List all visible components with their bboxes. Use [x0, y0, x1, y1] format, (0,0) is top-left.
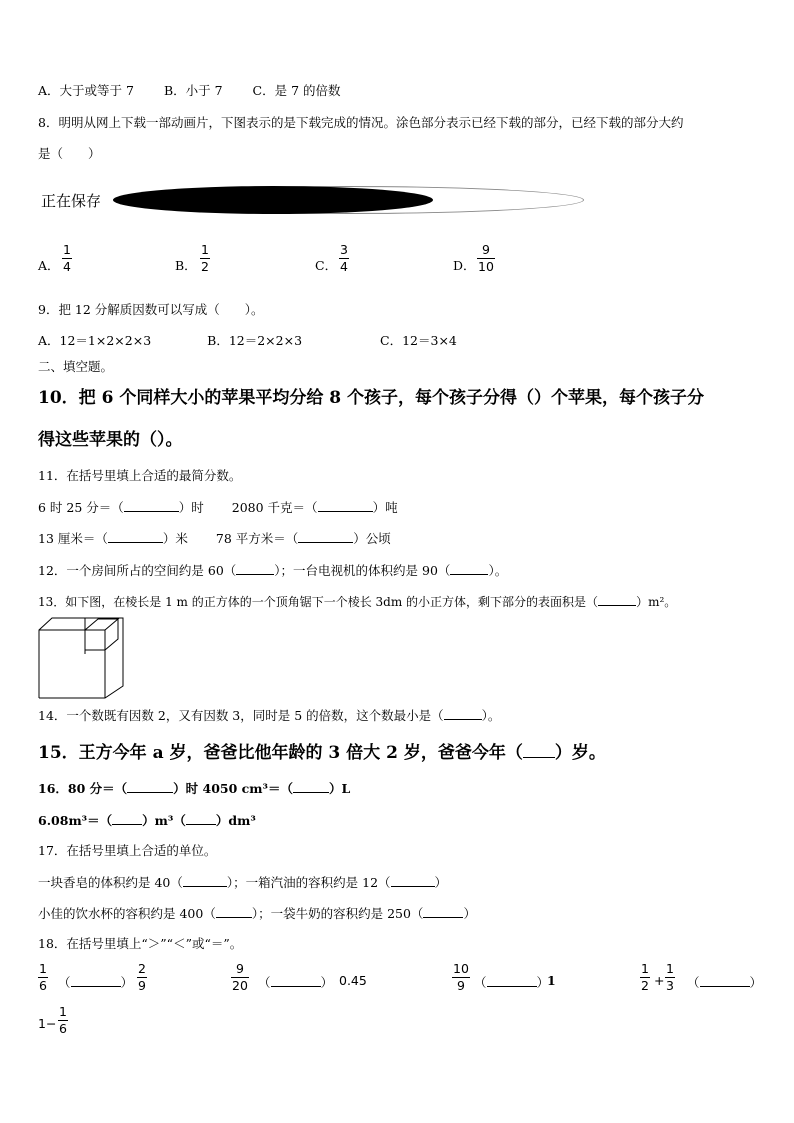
q8-option-a-fraction[interactable]: 1 4 — [63, 242, 71, 274]
q18-e4-blank[interactable]: （ ） — [687, 975, 763, 990]
q18-e5-frac: 1 6 — [59, 1004, 67, 1036]
q11-blank-1[interactable] — [124, 499, 179, 512]
q9-option-a[interactable]: A．12＝1×2×2×3 — [38, 333, 152, 348]
q15-line: 15．王方今年 a 岁，爸爸比他年龄的 3 倍大 2 岁，爸爸今年（ ）岁。 — [38, 743, 606, 763]
progress-fill — [113, 186, 433, 214]
q8-option-c-fraction[interactable]: 3 4 — [340, 242, 348, 274]
q13-line: 13．如下图，在棱长是 1 m 的正方体的一个顶角锯下一个棱长 3dm 的小正方体，剩下部分的表面积是（ ）m²。 — [38, 595, 677, 609]
q9-stem: 9．把 12 分解质因数可以写成（ ）。 — [38, 302, 264, 317]
q16-blank-4[interactable] — [186, 812, 216, 825]
q17-row2: 小佳的饮水杯的容积约是 400（ ）；一袋牛奶的容积约是 250（ ） — [38, 906, 476, 921]
q18-e3-blank[interactable]: （ ） — [474, 975, 550, 990]
q8-option-b-fraction[interactable]: 1 2 — [201, 242, 209, 274]
q18-stem: 18．在括号里填上“＞”“＜”或“＝”。 — [38, 936, 243, 951]
q11-blank-2[interactable] — [318, 499, 373, 512]
q18-e1-rhs: 2 9 — [138, 961, 146, 993]
q17-blank-1[interactable] — [183, 874, 227, 887]
q14-line: 14．一个数既有因数 2，又有因数 3，同时是 5 的倍数，这个数最小是（ ）。 — [38, 708, 501, 723]
q11-blank-3[interactable] — [108, 530, 163, 543]
download-progress — [38, 184, 588, 216]
q18-e2-blank[interactable]: （ ） — [258, 975, 334, 990]
q17-blank-3[interactable] — [216, 905, 252, 918]
q16-row1: 16．80 分＝（ ）时 4050 cm³＝（ ）L — [38, 781, 351, 796]
q10-line1: 10．把 6 个同样大小的苹果平均分给 8 个孩子，每个孩子分得（）个苹果，每个孩子分 — [38, 388, 704, 408]
q17-blank-4[interactable] — [423, 905, 463, 918]
q18-e5-whole: 1− — [38, 1016, 57, 1031]
q18-e1-lhs: 1 6 — [39, 961, 47, 993]
q15-blank[interactable] — [523, 741, 555, 758]
q16-blank-1[interactable] — [127, 780, 173, 793]
cube-cutout-figure — [38, 616, 128, 700]
section-title-fill-in: 二、填空题。 — [38, 359, 114, 374]
q18-e4-plus: + — [654, 973, 665, 988]
q8-option-c-label[interactable]: C． — [315, 258, 338, 273]
q7-option-c[interactable]: C．是 7 的倍数 — [252, 83, 341, 98]
q11-stem: 11．在括号里填上合适的最简分数。 — [38, 468, 242, 483]
q8-option-b-label[interactable]: B． — [175, 258, 197, 273]
q18-e3-rhs: 1 — [547, 973, 556, 988]
q8-option-d-label[interactable]: D． — [453, 258, 476, 273]
q8-stem-line1: 8．明明从网上下载一部动画片，下图表示的是下载完成的情况。涂色部分表示已经下载的部分，已经下载的部分大约 — [38, 115, 684, 130]
q8-option-d-fraction[interactable]: 9 10 — [478, 242, 494, 274]
q12-blank-1[interactable] — [236, 562, 274, 575]
q18-e2-lhs: 9 20 — [232, 961, 248, 993]
q8-stem-line2: 是（ ） — [38, 146, 101, 161]
progress-label: 正在保存 — [41, 192, 102, 210]
q17-blank-2[interactable] — [391, 874, 435, 887]
q18-e4-frac1: 1 2 — [641, 961, 649, 993]
q18-e4-frac2: 1 3 — [666, 961, 674, 993]
q9-option-c[interactable]: C．12＝3×4 — [380, 333, 457, 348]
q7-options — [38, 83, 341, 99]
q16-blank-2[interactable] — [293, 780, 329, 793]
q12-blank-2[interactable] — [450, 562, 488, 575]
q17-stem: 17．在括号里填上合适的单位。 — [38, 843, 217, 858]
q10-line2: 得这些苹果的（）。 — [38, 430, 183, 450]
q18-e2-rhs: 0.45 — [339, 973, 367, 988]
q18-e3-lhs: 10 9 — [453, 961, 469, 993]
q16-blank-3[interactable] — [112, 812, 142, 825]
q18-e1-blank[interactable]: （ ） — [58, 975, 134, 990]
q11-row1: 6 时 25 分＝（ ）时 2080 千克＝（ ）吨 — [38, 500, 398, 515]
q8-option-a-label[interactable]: A． — [38, 258, 60, 273]
q12-line: 12．一个房间所占的空间约是 60（ ）；一台电视机的体积约是 90（ ）。 — [38, 563, 508, 578]
q11-row2: 13 厘米＝（ ）米 78 平方米＝（ ）公顷 — [38, 531, 391, 546]
q11-blank-4[interactable] — [298, 530, 353, 543]
q13-blank[interactable] — [598, 593, 636, 606]
q7-option-b[interactable]: B．小于 7 — [163, 83, 223, 98]
q9-options — [38, 333, 457, 349]
q9-option-b[interactable]: B．12＝2×2×3 — [207, 333, 303, 348]
q7-option-a[interactable]: A．大于或等于 7 — [38, 83, 134, 98]
q14-blank[interactable] — [444, 707, 482, 720]
q16-row2: 6.08m³＝（ ）m³（ ）dm³ — [38, 813, 256, 828]
q17-row1: 一块香皂的体积约是 40（ ）；一箱汽油的容积约是 12（ ） — [38, 875, 448, 890]
